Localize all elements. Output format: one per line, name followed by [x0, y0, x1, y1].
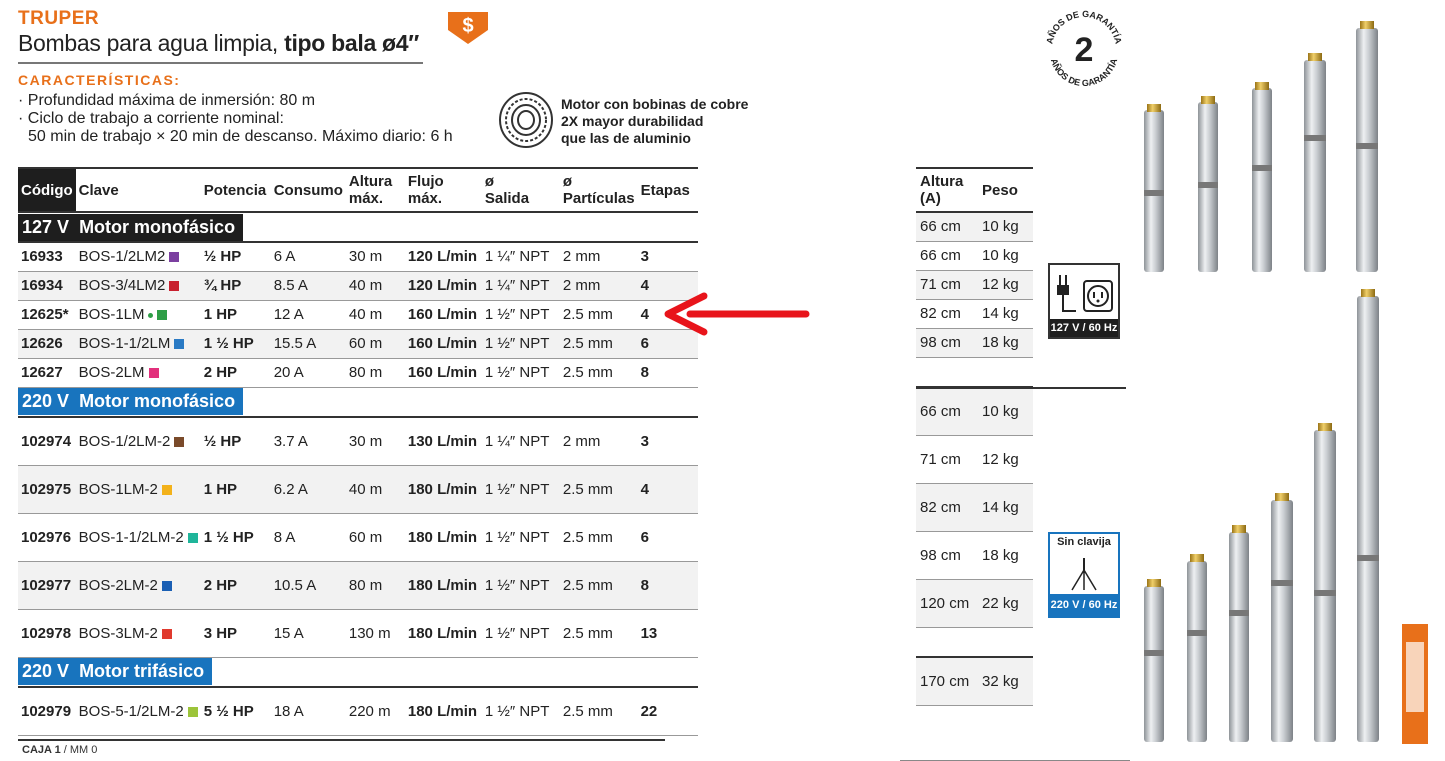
table-row	[18, 417, 698, 465]
cell-key: BOS-5-1/2LM-2	[76, 687, 201, 735]
cell-flow: 130 L/min	[405, 417, 482, 465]
features-heading: CARACTERÍSTICAS:	[18, 72, 181, 88]
cell-consumption: 6 A	[271, 242, 346, 271]
cell-key: BOS-3/4LM2	[76, 271, 201, 300]
header-power: Potencia	[201, 168, 271, 212]
cell-stages: 4	[638, 271, 698, 300]
cell-consumption: 15 A	[271, 609, 346, 657]
cell-height: 82 cm	[916, 483, 978, 531]
red-arrow-icon	[660, 290, 810, 338]
plug-badge	[1048, 263, 1120, 339]
cell-particles: 2.5 mm	[560, 609, 638, 657]
brand-logo: TRUPER	[18, 8, 100, 29]
cell-height: 66 cm	[916, 212, 978, 241]
cell-weight: 32 kg	[978, 657, 1033, 705]
cell-stages: 6	[638, 513, 698, 561]
cell-power: 3 HP	[201, 609, 271, 657]
cell-consumption: 12 A	[271, 300, 346, 329]
no-plug-voltage-label: 220 V / 60 Hz	[1050, 594, 1118, 616]
header-flow: Flujo máx.	[405, 168, 482, 212]
cell-particles: 2.5 mm	[560, 300, 638, 329]
cell-weight: 10 kg	[978, 387, 1033, 435]
plug-voltage-label: 127 V / 60 Hz	[1050, 319, 1118, 337]
svg-text:AÑOS DE GARANTÍA: AÑOS DE GARANTÍA	[1048, 57, 1120, 89]
color-swatch	[162, 485, 172, 495]
cell-flow: 160 L/min	[405, 329, 482, 358]
dimensions-row	[916, 579, 1033, 627]
pump-table	[18, 167, 698, 736]
cell-key: BOS-1/2LM-2	[76, 417, 201, 465]
header-key: Clave	[76, 168, 201, 212]
no-plug-title: Sin clavija	[1057, 536, 1111, 548]
footer-text: CAJA 1 / MM 0	[22, 744, 98, 756]
cell-power: 5 ½ HP	[201, 687, 271, 735]
cell-particles: 2.5 mm	[560, 687, 638, 735]
cell-power: 1 ½ HP	[201, 329, 271, 358]
no-plug-badge	[1048, 532, 1120, 618]
dimensions-row	[916, 299, 1033, 328]
footer-rule	[18, 739, 665, 741]
cell-weight: 10 kg	[978, 212, 1033, 241]
dimensions-row	[916, 270, 1033, 299]
dollar-badge-icon	[446, 10, 490, 46]
table-row	[18, 687, 698, 735]
cell-key: BOS-1-1/2LM	[76, 329, 201, 358]
cell-weight: 18 kg	[978, 328, 1033, 357]
color-swatch	[157, 310, 167, 320]
cell-weight: 12 kg	[978, 270, 1033, 299]
copper-coil-icon	[497, 90, 555, 150]
cell-height: 40 m	[346, 271, 405, 300]
cell-key: BOS-1/2LM2	[76, 242, 201, 271]
header-stages: Etapas	[638, 168, 698, 212]
cell-power: 2 HP	[201, 358, 271, 387]
cell-height: 40 m	[346, 465, 405, 513]
cell-height: 60 m	[346, 513, 405, 561]
cell-weight: 22 kg	[978, 579, 1033, 627]
cell-height: 98 cm	[916, 531, 978, 579]
cell-code: 16933	[18, 242, 76, 271]
cell-weight: 10 kg	[978, 241, 1033, 270]
cell-height: 120 cm	[916, 579, 978, 627]
cell-flow: 120 L/min	[405, 242, 482, 271]
svg-text:AÑOS DE GARANTÍA: AÑOS DE GARANTÍA	[1044, 8, 1124, 45]
section-header	[18, 387, 698, 417]
dimensions-row	[916, 435, 1033, 483]
section-label: 127 V Motor monofásico	[18, 214, 243, 241]
cell-consumption: 20 A	[271, 358, 346, 387]
cell-height: 71 cm	[916, 270, 978, 299]
table-row	[18, 300, 698, 329]
side-divider	[916, 387, 1126, 389]
warranty-seal-icon	[1038, 6, 1130, 92]
section-label: 220 V Motor trifásico	[18, 658, 212, 685]
coil-line: 2X mayor durabilidad	[561, 113, 704, 129]
cell-power: 1 ½ HP	[201, 513, 271, 561]
cell-code: 102974	[18, 417, 76, 465]
table-row	[18, 465, 698, 513]
dimensions-table	[916, 167, 1033, 706]
cell-height: 170 cm	[916, 657, 978, 705]
side-gap-row	[916, 627, 1033, 657]
cell-height: 30 m	[346, 242, 405, 271]
cell-particles: 2.5 mm	[560, 513, 638, 561]
cell-power: 1 HP	[201, 300, 271, 329]
cell-stages: 22	[638, 687, 698, 735]
cell-weight: 14 kg	[978, 299, 1033, 328]
cell-particles: 2 mm	[560, 271, 638, 300]
cell-outlet: 1 ½″ NPT	[482, 300, 560, 329]
cell-height: 66 cm	[916, 387, 978, 435]
coil-line: Motor con bobinas de cobre	[561, 96, 749, 112]
cell-height: 220 m	[346, 687, 405, 735]
cell-outlet: 1 ½″ NPT	[482, 609, 560, 657]
header-dimension-height: Altura (A)	[916, 168, 978, 212]
pump-product-images	[1130, 10, 1430, 755]
cell-flow: 180 L/min	[405, 687, 482, 735]
cell-consumption: 3.7 A	[271, 417, 346, 465]
cell-flow: 160 L/min	[405, 300, 482, 329]
cell-outlet: 1 ½″ NPT	[482, 513, 560, 561]
cell-particles: 2.5 mm	[560, 358, 638, 387]
cell-stages: 4	[638, 465, 698, 513]
dimensions-row	[916, 483, 1033, 531]
features-list	[18, 92, 453, 146]
coil-description	[561, 96, 748, 147]
cell-flow: 180 L/min	[405, 561, 482, 609]
color-swatch	[174, 339, 184, 349]
color-swatch	[169, 281, 179, 291]
page-title: Bombas para agua limpia, tipo bala ø4″	[18, 30, 420, 56]
cell-outlet: 1 ¼″ NPT	[482, 271, 560, 300]
color-swatch	[188, 707, 198, 717]
cell-height: 130 m	[346, 609, 405, 657]
header-height: Altura máx.	[346, 168, 405, 212]
dot-marker	[148, 313, 153, 318]
header-outlet: ø Salida	[482, 168, 560, 212]
cell-outlet: 1 ½″ NPT	[482, 329, 560, 358]
cell-flow: 180 L/min	[405, 609, 482, 657]
cell-outlet: 1 ½″ NPT	[482, 687, 560, 735]
cell-height: 40 m	[346, 300, 405, 329]
cell-outlet: 1 ½″ NPT	[482, 561, 560, 609]
cell-height: 66 cm	[916, 241, 978, 270]
cell-code: 102978	[18, 609, 76, 657]
cell-height: 80 m	[346, 358, 405, 387]
cell-flow: 120 L/min	[405, 271, 482, 300]
color-swatch	[162, 629, 172, 639]
header-particles: ø Partículas	[560, 168, 638, 212]
cell-power: 2 HP	[201, 561, 271, 609]
cell-weight: 12 kg	[978, 435, 1033, 483]
cell-height: 82 cm	[916, 299, 978, 328]
table-row	[18, 271, 698, 300]
color-swatch	[174, 437, 184, 447]
cell-weight: 18 kg	[978, 531, 1033, 579]
cell-stages: 3	[638, 417, 698, 465]
cell-power: ¾ HP	[201, 271, 271, 300]
cell-consumption: 10.5 A	[271, 561, 346, 609]
dimensions-row	[916, 241, 1033, 270]
svg-text:$: $	[462, 15, 474, 37]
cell-particles: 2 mm	[560, 242, 638, 271]
color-swatch	[149, 368, 159, 378]
cell-height: 30 m	[346, 417, 405, 465]
cell-code: 102979	[18, 687, 76, 735]
header-weight: Peso	[978, 168, 1033, 212]
cell-code: 12625*	[18, 300, 76, 329]
table-row	[18, 242, 698, 271]
cell-power: ½ HP	[201, 242, 271, 271]
cell-stages: 13	[638, 609, 698, 657]
cell-height: 80 m	[346, 561, 405, 609]
table-row	[18, 513, 698, 561]
warranty-number: 2	[1074, 31, 1094, 69]
cell-stages: 4	[638, 300, 698, 329]
feature-item: 50 min de trabajo × 20 min de descanso. Máximo diario: 6 h	[28, 128, 453, 145]
cell-outlet: 1 ¼″ NPT	[482, 417, 560, 465]
cell-consumption: 8.5 A	[271, 271, 346, 300]
section-header	[18, 657, 698, 687]
cell-consumption: 6.2 A	[271, 465, 346, 513]
product-box-icon	[1400, 622, 1430, 746]
section-label: 220 V Motor monofásico	[18, 388, 243, 415]
header-code: Código	[18, 168, 76, 212]
header-consumption: Consumo	[271, 168, 346, 212]
cell-flow: 160 L/min	[405, 358, 482, 387]
cell-outlet: 1 ½″ NPT	[482, 465, 560, 513]
side-gap-row	[916, 357, 1033, 387]
dimensions-row	[916, 387, 1033, 435]
dimensions-row	[916, 328, 1033, 357]
dimensions-row	[916, 657, 1033, 705]
table-row	[18, 561, 698, 609]
cell-flow: 180 L/min	[405, 513, 482, 561]
cell-height: 98 cm	[916, 328, 978, 357]
cell-key: BOS-2LM-2	[76, 561, 201, 609]
color-swatch	[188, 533, 198, 543]
cell-stages: 6	[638, 329, 698, 358]
cell-key: BOS-3LM-2	[76, 609, 201, 657]
cell-particles: 2.5 mm	[560, 329, 638, 358]
cell-key: BOS-1-1/2LM-2	[76, 513, 201, 561]
cell-stages: 8	[638, 561, 698, 609]
feature-item: · Profundidad máxima de inmersión: 80 m	[18, 92, 316, 109]
title-rule	[18, 62, 423, 64]
cell-stages: 8	[638, 358, 698, 387]
cell-code: 12626	[18, 329, 76, 358]
coil-line: que las de aluminio	[561, 130, 691, 146]
color-swatch	[169, 252, 179, 262]
cell-key: BOS-1LM-2	[76, 465, 201, 513]
cell-height: 60 m	[346, 329, 405, 358]
cell-consumption: 18 A	[271, 687, 346, 735]
cell-particles: 2.5 mm	[560, 465, 638, 513]
cell-code: 12627	[18, 358, 76, 387]
section-header	[18, 212, 698, 242]
cell-power: 1 HP	[201, 465, 271, 513]
cell-outlet: 1 ½″ NPT	[482, 358, 560, 387]
cell-code: 102975	[18, 465, 76, 513]
dimensions-row	[916, 212, 1033, 241]
table-row	[18, 609, 698, 657]
feature-item: · Ciclo de trabajo a corriente nominal:	[18, 110, 284, 127]
cell-height: 71 cm	[916, 435, 978, 483]
color-swatch	[162, 581, 172, 591]
cell-key: BOS-2LM	[76, 358, 201, 387]
table-row	[18, 329, 698, 358]
cell-consumption: 8 A	[271, 513, 346, 561]
table-row	[18, 358, 698, 387]
dimensions-row	[916, 531, 1033, 579]
cell-particles: 2 mm	[560, 417, 638, 465]
cell-code: 102977	[18, 561, 76, 609]
cell-stages: 3	[638, 242, 698, 271]
cell-outlet: 1 ¼″ NPT	[482, 242, 560, 271]
bare-wires-icon	[1050, 552, 1118, 596]
cell-code: 102976	[18, 513, 76, 561]
cell-weight: 14 kg	[978, 483, 1033, 531]
plug-outlet-icon	[1050, 267, 1118, 321]
cell-code: 16934	[18, 271, 76, 300]
cell-consumption: 15.5 A	[271, 329, 346, 358]
cell-flow: 180 L/min	[405, 465, 482, 513]
cell-particles: 2.5 mm	[560, 561, 638, 609]
cell-power: ½ HP	[201, 417, 271, 465]
cell-key: BOS-1LM	[76, 300, 201, 329]
